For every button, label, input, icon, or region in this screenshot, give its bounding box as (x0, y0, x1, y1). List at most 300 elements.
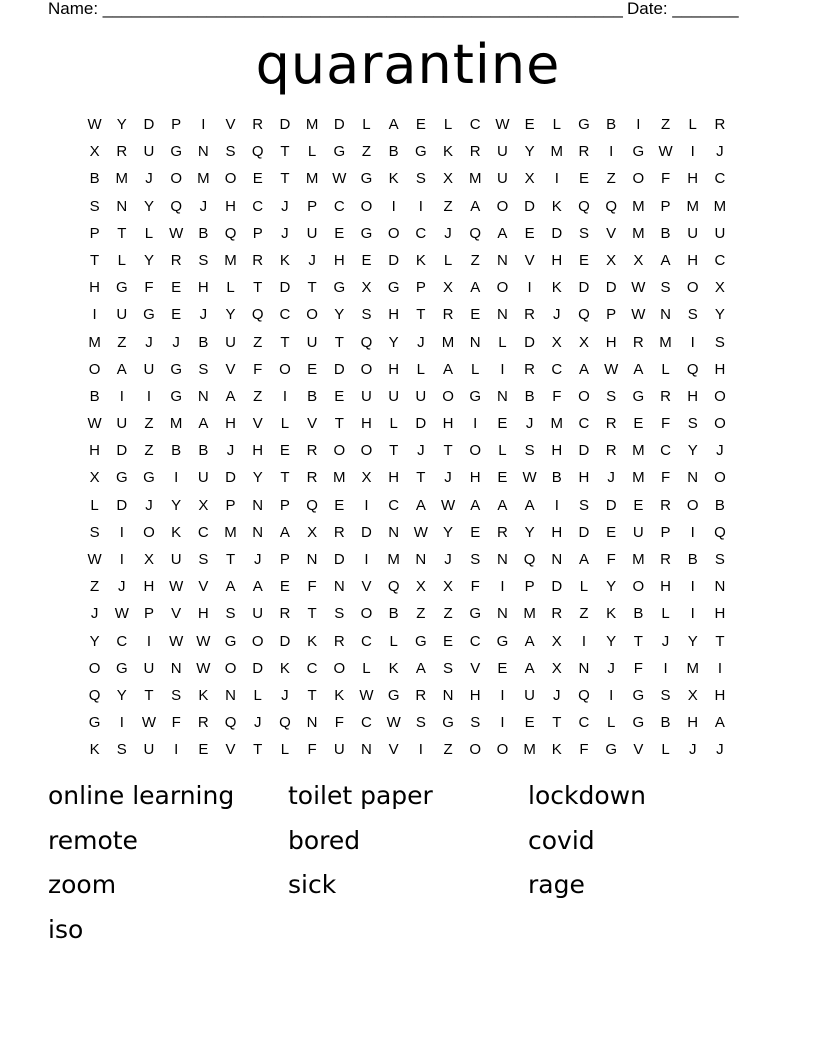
grid-letter: Q (469, 224, 482, 242)
grid-letter: U (632, 523, 644, 541)
grid-letter: E (497, 415, 508, 433)
grid-letter: T (443, 442, 453, 460)
grid-letter: A (279, 523, 290, 541)
grid-letter: P (143, 605, 154, 623)
grid-letter: L (90, 496, 99, 514)
grid-letter: M (333, 469, 346, 487)
grid-letter: F (307, 741, 317, 759)
grid-letter: J (145, 333, 153, 351)
grid-letter: R (252, 116, 264, 133)
grid-letter: C (306, 659, 318, 677)
grid-letter: S (171, 686, 182, 704)
grid-letter: S (198, 360, 209, 378)
grid-letter: W (196, 632, 211, 650)
grid-letter: A (225, 387, 236, 405)
grid-letter: C (415, 224, 427, 242)
grid-letter: B (198, 224, 209, 242)
grid-letter: D (605, 279, 617, 297)
grid-letter: U (143, 360, 155, 378)
grid-letter: Y (714, 306, 725, 324)
grid-letter: V (225, 741, 236, 759)
grid-letter: M (686, 197, 699, 215)
grid-letter: B (660, 714, 671, 732)
grid-letter: G (170, 387, 182, 405)
grid-letter: C (388, 496, 400, 514)
grid-letter: B (89, 170, 100, 188)
grid-letter: L (606, 714, 616, 732)
grid-letter: E (252, 170, 263, 188)
grid-letter: N (660, 306, 671, 324)
grid-letter: X (143, 551, 154, 568)
grid-letter: O (686, 279, 699, 297)
grid-letter: L (226, 279, 235, 297)
grid-letter: E (279, 578, 290, 596)
grid-letter: B (551, 469, 562, 487)
grid-letter: N (496, 306, 508, 324)
grid-letter: K (307, 632, 318, 650)
grid-letter: D (578, 279, 590, 297)
grid-letter: S (334, 605, 345, 623)
grid-letter: I (119, 523, 124, 541)
grid-letter: H (578, 469, 590, 487)
grid-letter: X (551, 333, 562, 351)
letter-grid (81, 111, 735, 764)
grid-letter: V (606, 224, 617, 242)
grid-letter: G (605, 741, 617, 759)
grid-row (81, 573, 735, 600)
grid-letter: Q (251, 143, 264, 161)
grid-letter: S (660, 279, 671, 297)
grid-letter: I (364, 551, 369, 568)
grid-letter: W (413, 523, 428, 541)
grid-letter: Q (224, 714, 237, 732)
name-field-label: Name: _______________________________________________________ (48, 0, 623, 18)
grid-letter: Y (443, 523, 454, 541)
grid-letter: A (524, 632, 535, 650)
grid-letter: G (632, 387, 645, 405)
grid-letter: J (199, 197, 208, 215)
grid-letter: M (713, 197, 727, 215)
grid-letter: Y (116, 116, 127, 133)
grid-letter: V (633, 741, 644, 759)
word-bank-item: zoom (48, 870, 117, 899)
grid-letter: L (416, 360, 426, 378)
grid-letter: J (172, 333, 180, 351)
grid-letter: D (388, 251, 400, 269)
grid-letter: P (89, 224, 100, 242)
grid-letter: S (89, 197, 100, 215)
grid-letter: J (118, 578, 126, 596)
grid-letter: M (659, 333, 672, 351)
grid-letter: V (470, 659, 481, 677)
grid-letter: J (716, 143, 724, 161)
grid-letter: F (307, 578, 317, 596)
grid-letter: G (578, 116, 590, 133)
grid-letter: D (116, 496, 128, 514)
grid-letter: V (361, 578, 372, 596)
grid-letter: X (443, 578, 454, 596)
grid-letter: E (470, 523, 481, 541)
grid-letter: U (225, 333, 236, 351)
grid-letter: M (632, 469, 645, 487)
grid-letter: J (253, 551, 262, 568)
grid-letter: H (225, 197, 236, 215)
grid-letter: Y (687, 632, 698, 650)
grid-letter: G (333, 143, 346, 161)
grid-row (81, 193, 735, 220)
grid-letter: X (524, 170, 535, 188)
grid-letter: L (280, 415, 290, 433)
grid-letter: H (89, 442, 101, 460)
grid-letter: T (416, 469, 426, 487)
grid-letter: W (332, 170, 347, 188)
grid-letter: E (470, 306, 481, 324)
grid-letter: F (552, 387, 562, 405)
grid-letter: G (387, 279, 400, 297)
grid-letter: E (578, 251, 589, 269)
grid-letter: Z (90, 578, 100, 596)
grid-letter: V (252, 415, 263, 433)
grid-letter: H (442, 415, 454, 433)
grid-letter: S (415, 714, 426, 732)
grid-letter: X (551, 659, 562, 677)
grid-letter: R (660, 496, 671, 514)
grid-letter: L (389, 632, 398, 650)
grid-letter: J (417, 333, 425, 351)
grid-letter: O (578, 387, 590, 405)
word-bank (48, 776, 768, 954)
grid-letter: W (631, 279, 646, 297)
grid-letter: J (607, 659, 615, 677)
grid-letter: P (660, 523, 671, 541)
grid-letter: H (687, 170, 699, 188)
grid-letter: N (197, 387, 209, 405)
word-bank-item: sick (288, 870, 337, 899)
grid-letter: L (144, 224, 154, 242)
grid-letter: H (333, 251, 345, 269)
grid-letter: D (279, 279, 291, 297)
grid-letter: Y (687, 442, 698, 460)
grid-letter: W (169, 578, 184, 596)
grid-letter: H (660, 578, 671, 596)
grid-letter: J (716, 442, 724, 460)
grid-row (81, 600, 735, 627)
grid-row (81, 628, 735, 655)
grid-letter: A (470, 197, 481, 215)
grid-letter: R (660, 551, 671, 568)
grid-letter: J (525, 415, 534, 433)
grid-letter: Z (606, 170, 616, 188)
grid-letter: S (225, 605, 236, 623)
grid-letter: I (473, 415, 478, 433)
grid-letter: F (470, 578, 480, 596)
grid-letter: A (578, 551, 589, 568)
grid-letter: E (334, 496, 345, 514)
grid-letter: L (253, 686, 262, 704)
grid-letter: I (609, 143, 614, 161)
grid-letter: M (197, 170, 210, 188)
grid-letter: I (174, 469, 179, 487)
grid-letter: J (145, 496, 153, 514)
grid-letter: M (550, 415, 564, 433)
grid-letter: R (660, 387, 671, 405)
grid-letter: M (441, 333, 455, 351)
grid-letter: Y (143, 197, 154, 215)
grid-letter: T (416, 306, 426, 324)
grid-letter: O (360, 442, 373, 460)
grid-letter: D (333, 551, 345, 568)
grid-letter: I (690, 333, 695, 351)
grid-letter: G (415, 143, 427, 161)
grid-letter: K (551, 279, 562, 297)
word-bank-item: lockdown (528, 781, 646, 810)
grid-letter: W (522, 469, 537, 487)
grid-letter: N (252, 523, 264, 541)
grid-letter: N (306, 551, 318, 568)
grid-letter: O (333, 659, 346, 677)
grid-letter: H (551, 523, 563, 541)
grid-letter: C (279, 306, 291, 324)
grid-letter: G (632, 686, 645, 704)
grid-letter: D (279, 632, 291, 650)
grid-letter: A (252, 578, 263, 596)
grid-letter: Y (524, 143, 535, 161)
grid-letter: B (714, 496, 725, 514)
grid-letter: Z (443, 741, 453, 759)
grid-letter: O (170, 170, 182, 188)
grid-letter: O (469, 741, 482, 759)
grid-row (81, 410, 735, 437)
grid-letter: P (225, 496, 236, 514)
grid-letter: E (171, 279, 182, 297)
grid-letter: U (116, 415, 128, 433)
grid-letter: O (88, 659, 101, 677)
grid-letter: U (415, 387, 427, 405)
grid-letter: M (387, 551, 400, 568)
grid-letter: L (661, 605, 670, 623)
grid-letter: J (145, 170, 153, 188)
grid-letter: N (714, 578, 726, 596)
grid-letter: A (415, 659, 426, 677)
grid-letter: S (443, 659, 454, 677)
grid-row (81, 247, 735, 274)
grid-letter: I (119, 714, 124, 732)
grid-letter: E (171, 306, 182, 324)
grid-letter: X (606, 251, 617, 269)
grid-letter: F (144, 279, 154, 297)
grid-letter: F (606, 551, 616, 568)
grid-letter: S (198, 551, 209, 568)
grid-letter: A (578, 360, 589, 378)
grid-letter: L (552, 116, 561, 133)
grid-letter: I (146, 387, 152, 405)
grid-letter: R (524, 360, 536, 378)
grid-letter: O (279, 360, 291, 378)
grid-letter: D (252, 659, 264, 677)
grid-letter: U (143, 659, 155, 677)
grid-letter: N (442, 686, 454, 704)
grid-letter: Q (224, 224, 237, 242)
grid-letter: D (578, 442, 590, 460)
grid-letter: A (714, 714, 725, 732)
grid-letter: I (690, 143, 695, 161)
grid-letter: N (551, 551, 563, 568)
grid-letter: J (199, 306, 208, 324)
grid-letter: X (415, 578, 426, 596)
grid-letter: N (496, 251, 508, 269)
grid-letter: I (391, 197, 396, 215)
grid-letter: T (280, 469, 290, 487)
grid-letter: E (524, 224, 535, 242)
grid-letter: O (224, 659, 237, 677)
grid-letter: M (632, 224, 645, 242)
grid-letter: H (687, 714, 699, 732)
grid-letter: T (307, 279, 317, 297)
grid-letter: N (197, 143, 209, 161)
grid-letter: N (170, 659, 182, 677)
grid-letter: E (497, 469, 508, 487)
grid-letter: D (116, 442, 128, 460)
grid-letter: T (280, 170, 290, 188)
grid-row (81, 329, 735, 356)
grid-letter: P (171, 116, 182, 133)
grid-letter: E (198, 741, 209, 759)
grid-letter: O (496, 279, 509, 297)
grid-letter: Y (89, 632, 100, 650)
grid-letter: G (442, 714, 454, 732)
grid-letter: I (581, 632, 587, 650)
grid-letter: L (362, 116, 371, 133)
grid-letter: O (360, 360, 373, 378)
grid-letter: R (279, 605, 291, 623)
grid-letter: T (90, 251, 100, 269)
grid-letter: P (524, 578, 535, 596)
grid-letter: Q (360, 333, 373, 351)
grid-letter: A (198, 415, 209, 433)
grid-letter: P (279, 551, 290, 568)
grid-letter: J (308, 251, 316, 269)
grid-letter: O (686, 496, 699, 514)
grid-letter: O (143, 523, 155, 541)
grid-letter: A (660, 251, 671, 269)
grid-letter: A (470, 279, 481, 297)
grid-letter: G (224, 632, 237, 650)
grid-letter: D (225, 469, 236, 487)
grid-letter: O (632, 578, 645, 596)
grid-letter: Z (660, 116, 671, 133)
grid-letter: O (496, 197, 509, 215)
grid-letter: S (470, 551, 481, 568)
grid-letter: C (361, 714, 372, 732)
grid-letter: A (415, 496, 426, 514)
grid-letter: U (524, 686, 536, 704)
grid-letter: X (361, 279, 372, 297)
grid-letter: T (334, 333, 344, 351)
grid-letter: J (253, 714, 262, 732)
grid-letter: Z (117, 333, 127, 351)
grid-letter: Q (387, 578, 400, 596)
grid-letter: X (198, 496, 209, 514)
grid-letter: L (307, 143, 317, 161)
grid-letter: T (117, 224, 127, 242)
grid-letter: L (362, 659, 371, 677)
grid-letter: B (171, 442, 182, 460)
grid-letter: Z (443, 197, 453, 215)
grid-letter: I (282, 387, 287, 405)
grid-letter: X (443, 170, 454, 188)
grid-letter: H (143, 578, 155, 596)
grid-letter: R (496, 523, 508, 541)
grid-letter: I (119, 551, 124, 568)
grid-letter: W (359, 686, 374, 704)
grid-letter: S (687, 306, 698, 324)
grid-letter: I (500, 686, 505, 704)
grid-letter: W (87, 415, 102, 433)
grid-letter: Q (578, 686, 590, 704)
grid-letter: H (388, 469, 400, 487)
grid-letter: L (579, 578, 589, 596)
grid-letter: Q (170, 197, 182, 215)
grid-letter: Z (253, 387, 263, 405)
grid-letter: K (551, 741, 562, 759)
grid-letter: C (116, 632, 128, 650)
grid-letter: B (307, 387, 318, 405)
grid-letter: Y (116, 686, 127, 704)
grid-row (81, 301, 735, 328)
grid-letter: A (497, 224, 508, 242)
grid-letter: N (306, 714, 318, 732)
grid-letter: Z (416, 605, 426, 623)
grid-letter: P (660, 197, 671, 215)
grid-letter: W (141, 714, 157, 732)
grid-letter: E (361, 251, 372, 269)
grid-letter: M (224, 251, 237, 269)
grid-letter: L (661, 741, 670, 759)
grid-letter: N (496, 605, 508, 623)
grid-letter: G (387, 686, 400, 704)
grid-letter: L (443, 116, 453, 133)
grid-letter: F (579, 741, 589, 759)
grid-letter: O (714, 387, 726, 405)
grid-letter: U (496, 143, 508, 161)
grid-letter: A (633, 360, 644, 378)
grid-letter: V (171, 605, 182, 623)
grid-letter: J (716, 741, 724, 759)
grid-letter: J (444, 551, 452, 568)
grid-letter: Q (605, 197, 617, 215)
grid-letter: F (253, 360, 263, 378)
grid-letter: M (550, 143, 564, 161)
grid-letter: J (417, 442, 425, 460)
grid-letter: O (714, 415, 726, 433)
grid-letter: T (225, 551, 236, 568)
grid-letter: E (633, 496, 644, 514)
grid-letter: T (307, 686, 317, 704)
grid-letter: O (469, 442, 482, 460)
grid-letter: T (715, 632, 725, 650)
grid-letter: R (524, 306, 536, 324)
grid-letter: O (251, 632, 264, 650)
grid-letter: A (524, 659, 535, 677)
grid-row (81, 464, 735, 491)
grid-letter: C (252, 197, 264, 215)
grid-letter: D (578, 523, 590, 541)
grid-letter: R (333, 632, 345, 650)
grid-letter: D (143, 116, 155, 133)
grid-letter: B (198, 333, 209, 351)
grid-letter: E (633, 415, 644, 433)
word-bank-item: covid (528, 825, 595, 855)
